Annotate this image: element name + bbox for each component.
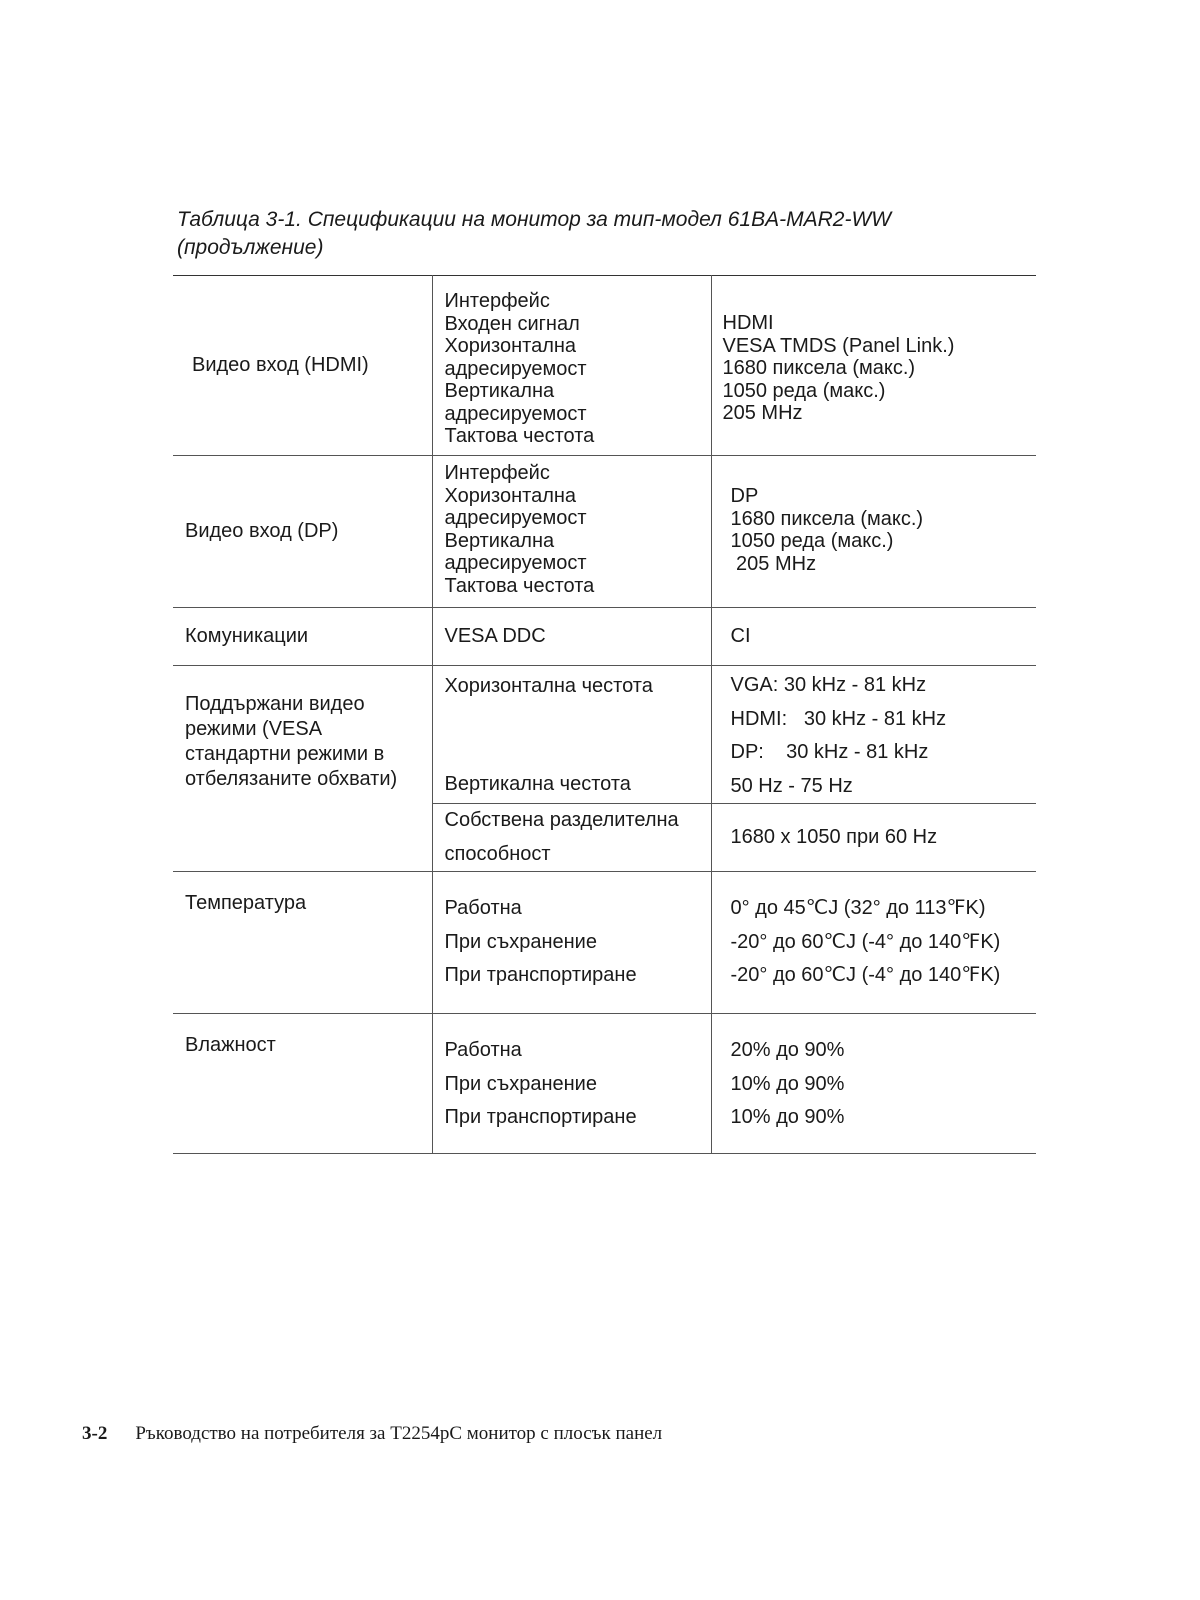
- value-cell: [711, 456, 1036, 608]
- param-line: Хоризонтална: [444, 484, 577, 507]
- value-line: DP: 30 kHz - 81 kHz: [730, 741, 929, 763]
- table-row-humidity: [173, 1014, 1036, 1154]
- value-line: 205 MHz: [722, 402, 803, 424]
- value-cell: [711, 608, 1036, 666]
- table-row-hdmi: [173, 276, 1036, 456]
- param-line: При транспортиране: [444, 1106, 637, 1128]
- value-cell: [711, 276, 1036, 456]
- value-line: 1680 пиксела (макс.): [730, 507, 924, 530]
- param-line: Собствена разделителна: [444, 809, 679, 831]
- param-cell: [432, 1014, 711, 1154]
- row-label-hdmi: Видео вход (HDMI): [192, 354, 369, 376]
- caption-line-2: (продължение): [177, 236, 324, 259]
- value-line: VESA TMDS (Panel Link.): [722, 334, 955, 357]
- caption-line-1: Таблица 3-1. Спецификации на монитор за тип-модел 61BA-MAR2-WW: [177, 208, 892, 231]
- param-line: При транспортиране: [444, 964, 637, 986]
- row-label-temperature: Температура: [185, 892, 307, 914]
- value-line: HDMI: [722, 312, 774, 334]
- param-line: адресируемост: [444, 507, 587, 529]
- value-line: 10% до 90%: [730, 1106, 845, 1128]
- row-label-cell: [173, 872, 432, 1014]
- row-label-video-modes: Поддържани видео режими (VESA стандартни режими в отбелязаните обхвати): [185, 693, 398, 790]
- value-line: HDMI: 30 kHz - 81 kHz: [730, 707, 947, 730]
- row-label-cell: [173, 666, 432, 872]
- row-label-dp: Видео вход (DP): [185, 520, 339, 542]
- value-line: CI: [730, 625, 751, 647]
- value-line: 1680 x 1050 при 60 Hz: [730, 826, 938, 848]
- param-line: Интерфейс: [444, 462, 550, 484]
- param-line: способност: [444, 842, 551, 865]
- param-line: Вертикална: [444, 380, 555, 402]
- param-line: Входен сигнал: [444, 312, 580, 335]
- row-label-communications: Комуникации: [185, 625, 309, 647]
- page-footer: [82, 1423, 662, 1445]
- value-line: 20% до 90%: [730, 1039, 845, 1061]
- param-line: Интерфейс: [444, 290, 550, 312]
- value-line: 1050 реда (макс.): [722, 379, 886, 402]
- param-cell: [432, 872, 711, 1014]
- value-cell: [711, 804, 1036, 872]
- param-line: адресируемост: [444, 402, 587, 425]
- value-line: 205 MHz: [730, 552, 817, 575]
- page-number: 3-2: [82, 1423, 108, 1444]
- value-line: 0° до 45℃J (32° до 113℉K): [730, 897, 986, 919]
- param-line: адресируемост: [444, 552, 587, 574]
- param-line: При съхранение: [444, 930, 597, 953]
- row-label-cell: [173, 608, 432, 666]
- value-line: 1050 реда (макс.): [730, 530, 894, 552]
- value-cell: [711, 666, 1036, 804]
- table-row-temperature: [173, 872, 1036, 1014]
- value-line: DP: [730, 485, 759, 507]
- value-cell: [711, 1014, 1036, 1154]
- value-line: 1680 пиксела (макс.): [722, 357, 916, 379]
- param-line: VESA DDC: [444, 625, 546, 647]
- param-line: адресируемост: [444, 357, 587, 380]
- param-line: Тактова честота: [444, 574, 595, 597]
- param-cell: [432, 456, 711, 608]
- row-label-cell: [173, 276, 432, 456]
- value-line: -20° до 60℃J (-4° до 140℉K): [730, 964, 1001, 986]
- row-label-cell: [173, 1014, 432, 1154]
- param-line: Хоризонтална: [444, 335, 577, 357]
- value-line: 10% до 90%: [730, 1072, 845, 1095]
- param-cell: [432, 666, 711, 804]
- table-row-dp: [173, 456, 1036, 608]
- table-row-communications: [173, 608, 1036, 666]
- table-caption: [177, 206, 997, 262]
- param-line: Работна: [444, 897, 522, 919]
- param-cell: [432, 804, 711, 872]
- row-label-cell: [173, 456, 432, 608]
- param-line: Вертикална честота: [444, 773, 631, 795]
- param-cell: [432, 276, 711, 456]
- spec-table: [173, 275, 1036, 1154]
- footer-title: Ръководство на потребителя за T2254pC монитор с плосък панел: [135, 1423, 663, 1444]
- table-row-video-modes: [173, 666, 1036, 804]
- param-line: Тактова честота: [444, 425, 595, 447]
- row-label-humidity: Влажност: [185, 1034, 276, 1056]
- param-cell: [432, 608, 711, 666]
- param-line: Работна: [444, 1039, 522, 1061]
- param-line: Хоризонтална честота: [444, 675, 653, 697]
- value-line: VGA: 30 kHz - 81 kHz: [730, 674, 927, 696]
- param-line: При съхранение: [444, 1072, 597, 1095]
- param-line: Вертикална: [444, 529, 555, 552]
- value-line: 50 Hz - 75 Hz: [730, 774, 853, 797]
- value-cell: [711, 872, 1036, 1014]
- value-line: -20° до 60℃J (-4° до 140℉K): [730, 930, 1001, 953]
